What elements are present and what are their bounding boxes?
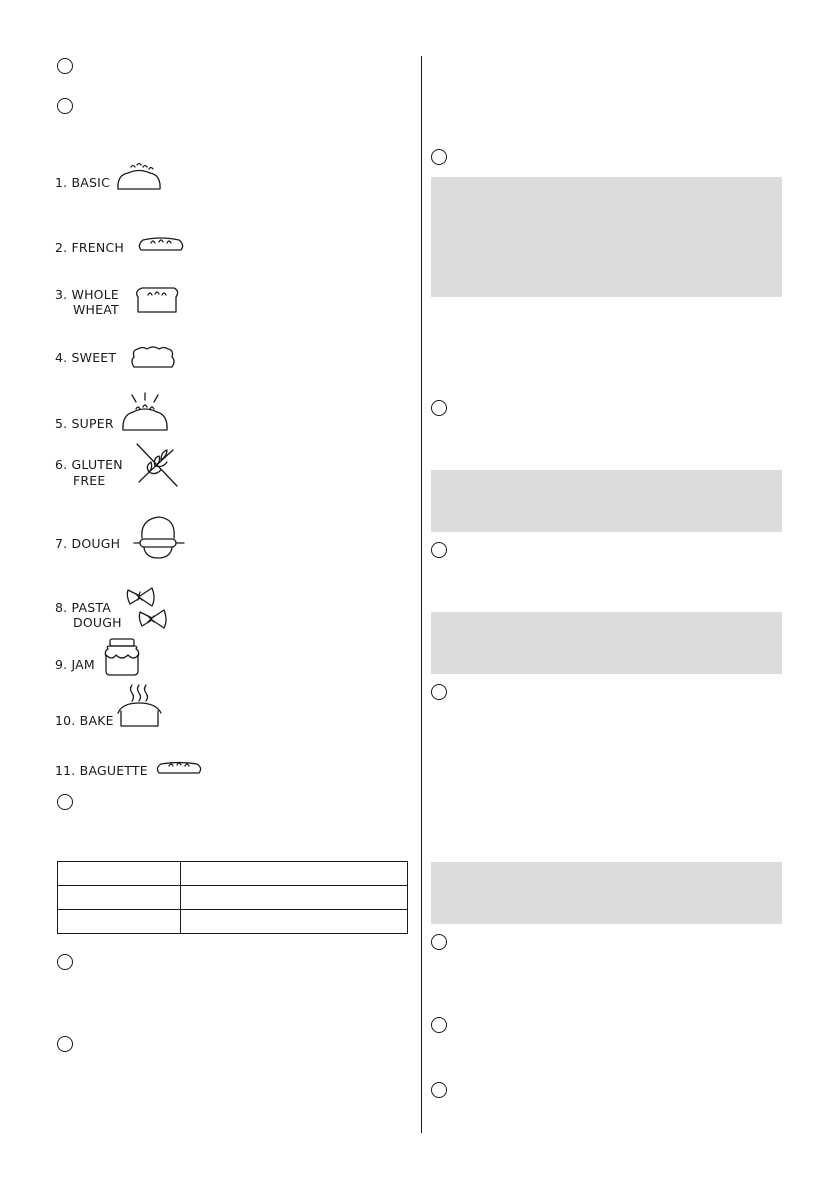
program-label-sweet: 4. SWEET: [55, 350, 117, 365]
table-cell: [58, 910, 181, 934]
program-label-baguette: 11. BAGUETTE: [55, 763, 148, 778]
program-label-whole-wheat: 3. WHOLE: [55, 287, 119, 302]
gluten-free-wheat-icon: [135, 442, 181, 488]
step-marker-circle: [431, 149, 447, 165]
program-label-pasta-dough: 8. PASTA: [55, 600, 111, 615]
highlight-box: [431, 612, 782, 674]
table-row: [58, 886, 408, 910]
step-marker-circle: [431, 542, 447, 558]
step-marker-circle: [57, 794, 73, 810]
step-marker-circle: [431, 684, 447, 700]
table-cell: [58, 886, 181, 910]
program-label-gluten-free: 6. GLUTEN: [55, 457, 123, 472]
dough-rolling-pin-icon: [132, 514, 186, 560]
baguette-icon: [155, 759, 203, 777]
program-label-french: 2. FRENCH: [55, 240, 124, 255]
program-label-pasta-dough-line2: DOUGH: [73, 615, 122, 630]
program-label-bake: 10. BAKE: [55, 713, 114, 728]
table-cell: [181, 910, 408, 934]
step-marker-circle: [57, 954, 73, 970]
highlight-box: [431, 470, 782, 532]
step-marker-circle: [431, 400, 447, 416]
program-label-super: 5. SUPER: [55, 416, 114, 431]
program-label-gluten-free-line2: FREE: [73, 473, 106, 488]
program-label-whole-wheat-line2: WHEAT: [73, 302, 119, 317]
settings-table: [57, 861, 408, 934]
bake-steam-icon: [118, 683, 162, 729]
french-loaf-icon: [137, 236, 185, 254]
table-cell: [58, 862, 181, 886]
jam-jar-icon: [104, 637, 140, 677]
step-marker-circle: [57, 1036, 73, 1052]
super-rapid-bread-icon: [120, 393, 170, 433]
highlight-box: [431, 177, 782, 297]
table-row: [58, 862, 408, 886]
step-marker-circle: [57, 98, 73, 114]
program-label-basic: 1. BASIC: [55, 175, 110, 190]
sweet-bread-icon: [130, 345, 176, 371]
table-cell: [181, 862, 408, 886]
whole-wheat-loaf-icon: [134, 285, 180, 315]
basic-loaf-icon: [116, 163, 162, 191]
pasta-bowtie-icon: [126, 584, 176, 634]
step-marker-circle: [57, 58, 73, 74]
program-label-dough: 7. DOUGH: [55, 536, 121, 551]
step-marker-circle: [431, 1082, 447, 1098]
step-marker-circle: [431, 934, 447, 950]
step-marker-circle: [431, 1017, 447, 1033]
table-row: [58, 910, 408, 934]
table-cell: [181, 886, 408, 910]
highlight-box: [431, 862, 782, 924]
program-label-jam: 9. JAM: [55, 657, 95, 672]
column-divider: [421, 56, 422, 1133]
